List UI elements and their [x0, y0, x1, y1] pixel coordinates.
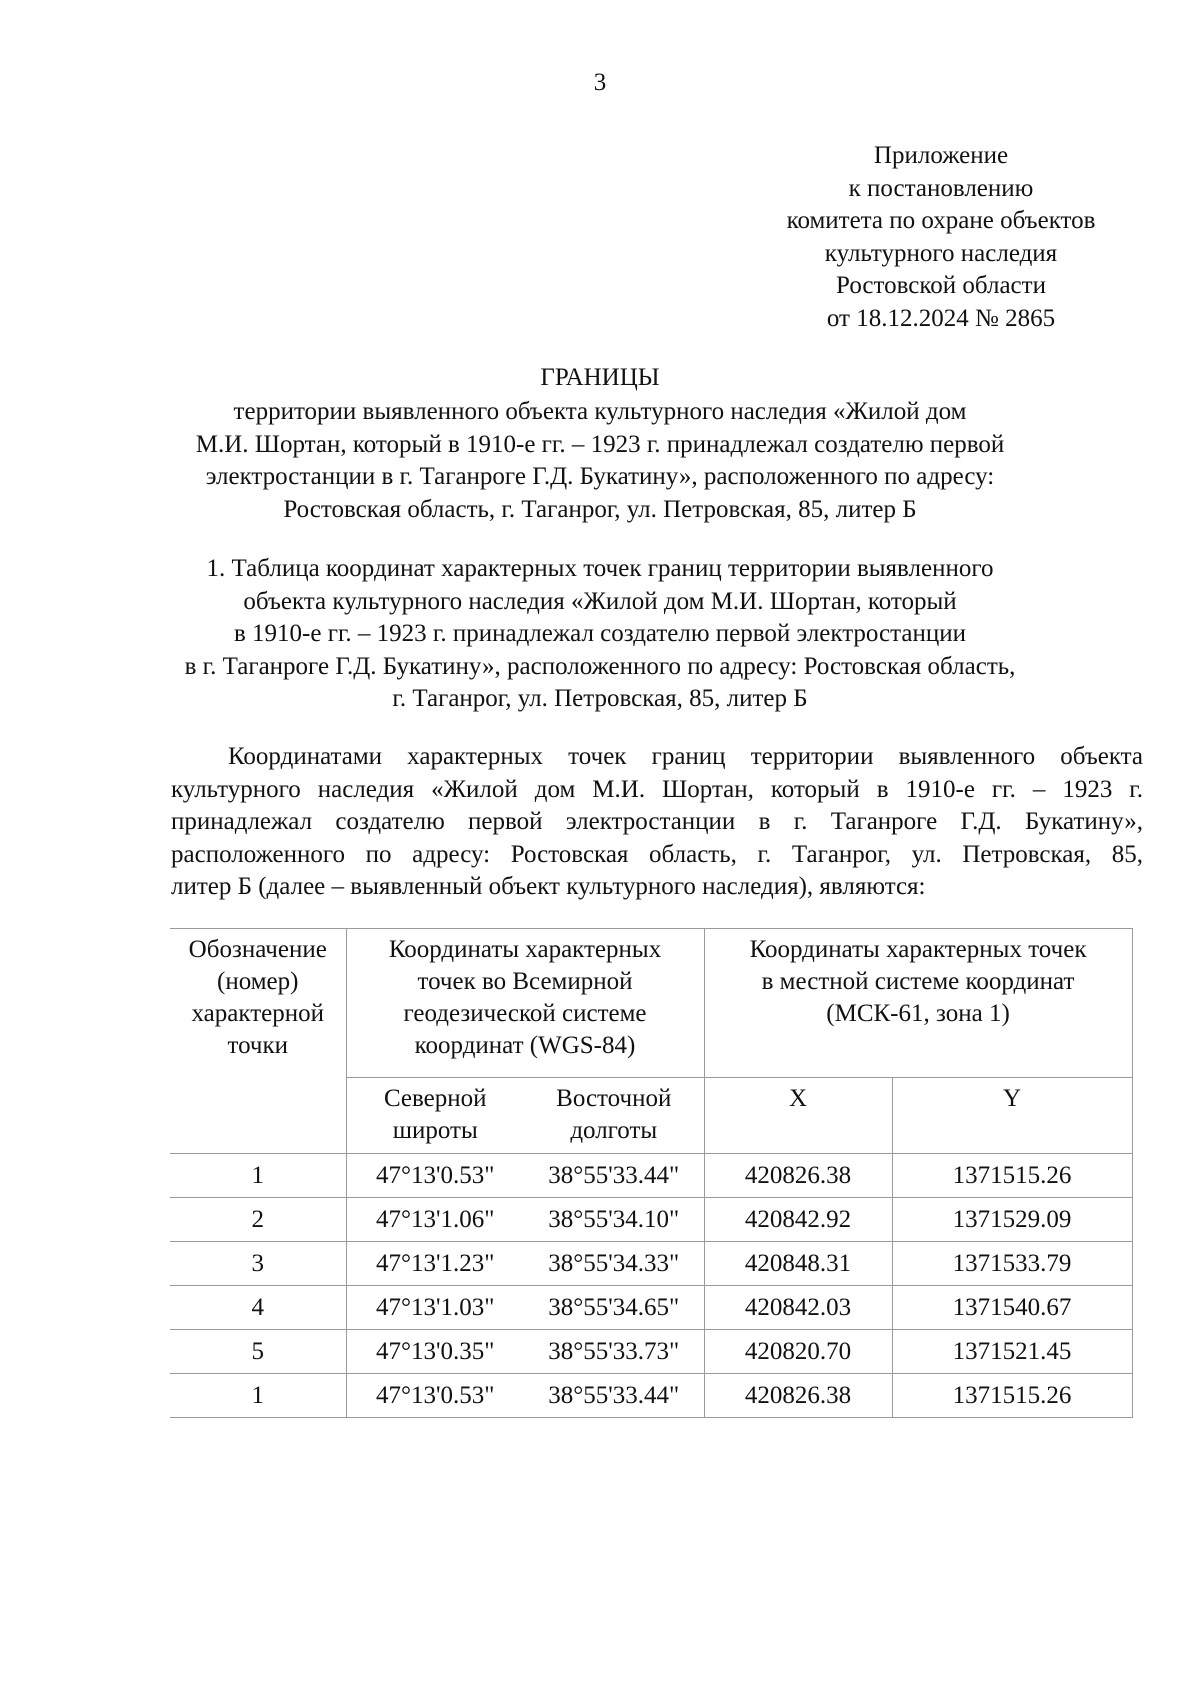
cell-point: 1 [170, 1374, 346, 1418]
appendix-line: Ростовской области [836, 272, 1046, 299]
header-point-designation: Обозначение (номер) характерной точки [170, 929, 346, 1154]
cell-x: 420826.38 [704, 1374, 892, 1418]
cell-y: 1371529.09 [892, 1198, 1132, 1242]
appendix-line: культурного наследия [824, 239, 1058, 267]
cell-point: 5 [170, 1330, 346, 1374]
cell-longitude: 38°55'33.44" [524, 1154, 704, 1198]
appendix-line: к постановлению [848, 174, 1034, 202]
intro-paragraph [171, 741, 1143, 904]
table-row [170, 1154, 1132, 1198]
cell-latitude: 47°13'0.53" [346, 1374, 524, 1418]
subtitle-line: электростанции в г. Таганроге Г.Д. Букатину», расположенного по адресу: [205, 463, 995, 490]
section-heading [100, 553, 1100, 716]
section-heading-line: в г. Таганроге Г.Д. Букатину», расположенного по адресу: Ростовская область, [184, 652, 1016, 680]
header-msk61: Координаты характерных точек в местной системе координат (МСК-61, зона 1) [704, 929, 1132, 1078]
intro-line: литер Б (далее – выявленный объект культурного наследия), являются: [171, 873, 926, 900]
cell-x: 420826.38 [704, 1154, 892, 1198]
table-row [170, 1330, 1132, 1374]
cell-point: 1 [170, 1154, 346, 1198]
cell-latitude: 47°13'1.06" [346, 1198, 524, 1242]
cell-y: 1371521.45 [892, 1330, 1132, 1374]
cell-y: 1371515.26 [892, 1374, 1132, 1418]
appendix-block [740, 140, 1142, 335]
table-row [170, 1374, 1132, 1418]
cell-x: 420820.70 [704, 1330, 892, 1374]
cell-x: 420842.03 [704, 1286, 892, 1330]
table-row [170, 1286, 1132, 1330]
intro-line: культурного наследия «Жилой дом М.И. Шортан, который в 1910-е гг. – 1923 г. [171, 775, 1143, 803]
table-row [170, 1242, 1132, 1286]
cell-y: 1371540.67 [892, 1286, 1132, 1330]
cell-x: 420842.92 [704, 1198, 892, 1242]
cell-y: 1371533.79 [892, 1242, 1132, 1286]
cell-latitude: 47°13'1.23" [346, 1242, 524, 1286]
section-heading-line: объекта культурного наследия «Жилой дом М.И. Шортан, который [243, 587, 957, 615]
coordinates-table [170, 928, 1133, 1418]
page-number: 3 [593, 69, 607, 96]
header-wgs84: Координаты характерных точек во Всемирной геодезической системе координат (WGS-84) [346, 929, 704, 1078]
intro-line: Координатами характерных точек границ территории выявленного объекта [228, 743, 1143, 770]
appendix-line: от 18.12.2024 № 2865 [826, 304, 1056, 332]
subtitle-line: Ростовская область, г. Таганрог, ул. Петровская, 85, литер Б [283, 495, 917, 523]
cell-point: 4 [170, 1286, 346, 1330]
cell-longitude: 38°55'33.44" [524, 1374, 704, 1418]
section-heading-line: г. Таганрог, ул. Петровская, 85, литер Б [392, 685, 808, 712]
header-east-longitude: Восточной долготы [524, 1078, 704, 1154]
cell-latitude: 47°13'0.35" [346, 1330, 524, 1374]
appendix-line: комитета по охране объектов [786, 207, 1096, 234]
header-x: X [704, 1078, 892, 1154]
cell-y: 1371515.26 [892, 1154, 1132, 1198]
header-north-latitude: Северной широты [346, 1078, 524, 1154]
cell-latitude: 47°13'1.03" [346, 1286, 524, 1330]
subtitle-line: территории выявленного объекта культурного наследия «Жилой дом [233, 398, 967, 425]
appendix-line: Приложение [873, 142, 1009, 169]
cell-x: 420848.31 [704, 1242, 892, 1286]
cell-point: 3 [170, 1242, 346, 1286]
cell-longitude: 38°55'34.10" [524, 1198, 704, 1242]
intro-line: расположенного по адресу: Ростовская область, г. Таганрог, ул. Петровская, 85, [171, 840, 1143, 868]
cell-point: 2 [170, 1198, 346, 1242]
document-subtitle [100, 396, 1100, 526]
table-row [170, 1198, 1132, 1242]
intro-line: принадлежал создателю первой электростанции в г. Таганроге Г.Д. Букатину», [171, 808, 1143, 835]
header-y: Y [892, 1078, 1132, 1154]
section-heading-line: в 1910-е гг. – 1923 г. принадлежал создателю первой электростанции [234, 620, 966, 647]
cell-latitude: 47°13'0.53" [346, 1154, 524, 1198]
cell-longitude: 38°55'34.65" [524, 1286, 704, 1330]
section-heading-line: 1. Таблица координат характерных точек границ территории выявленного [206, 555, 994, 582]
document-title: ГРАНИЦЫ [540, 364, 660, 391]
cell-longitude: 38°55'34.33" [524, 1242, 704, 1286]
cell-longitude: 38°55'33.73" [524, 1330, 704, 1374]
subtitle-line: М.И. Шортан, который в 1910-е гг. – 1923 г. принадлежал создателю первой [195, 430, 1005, 458]
